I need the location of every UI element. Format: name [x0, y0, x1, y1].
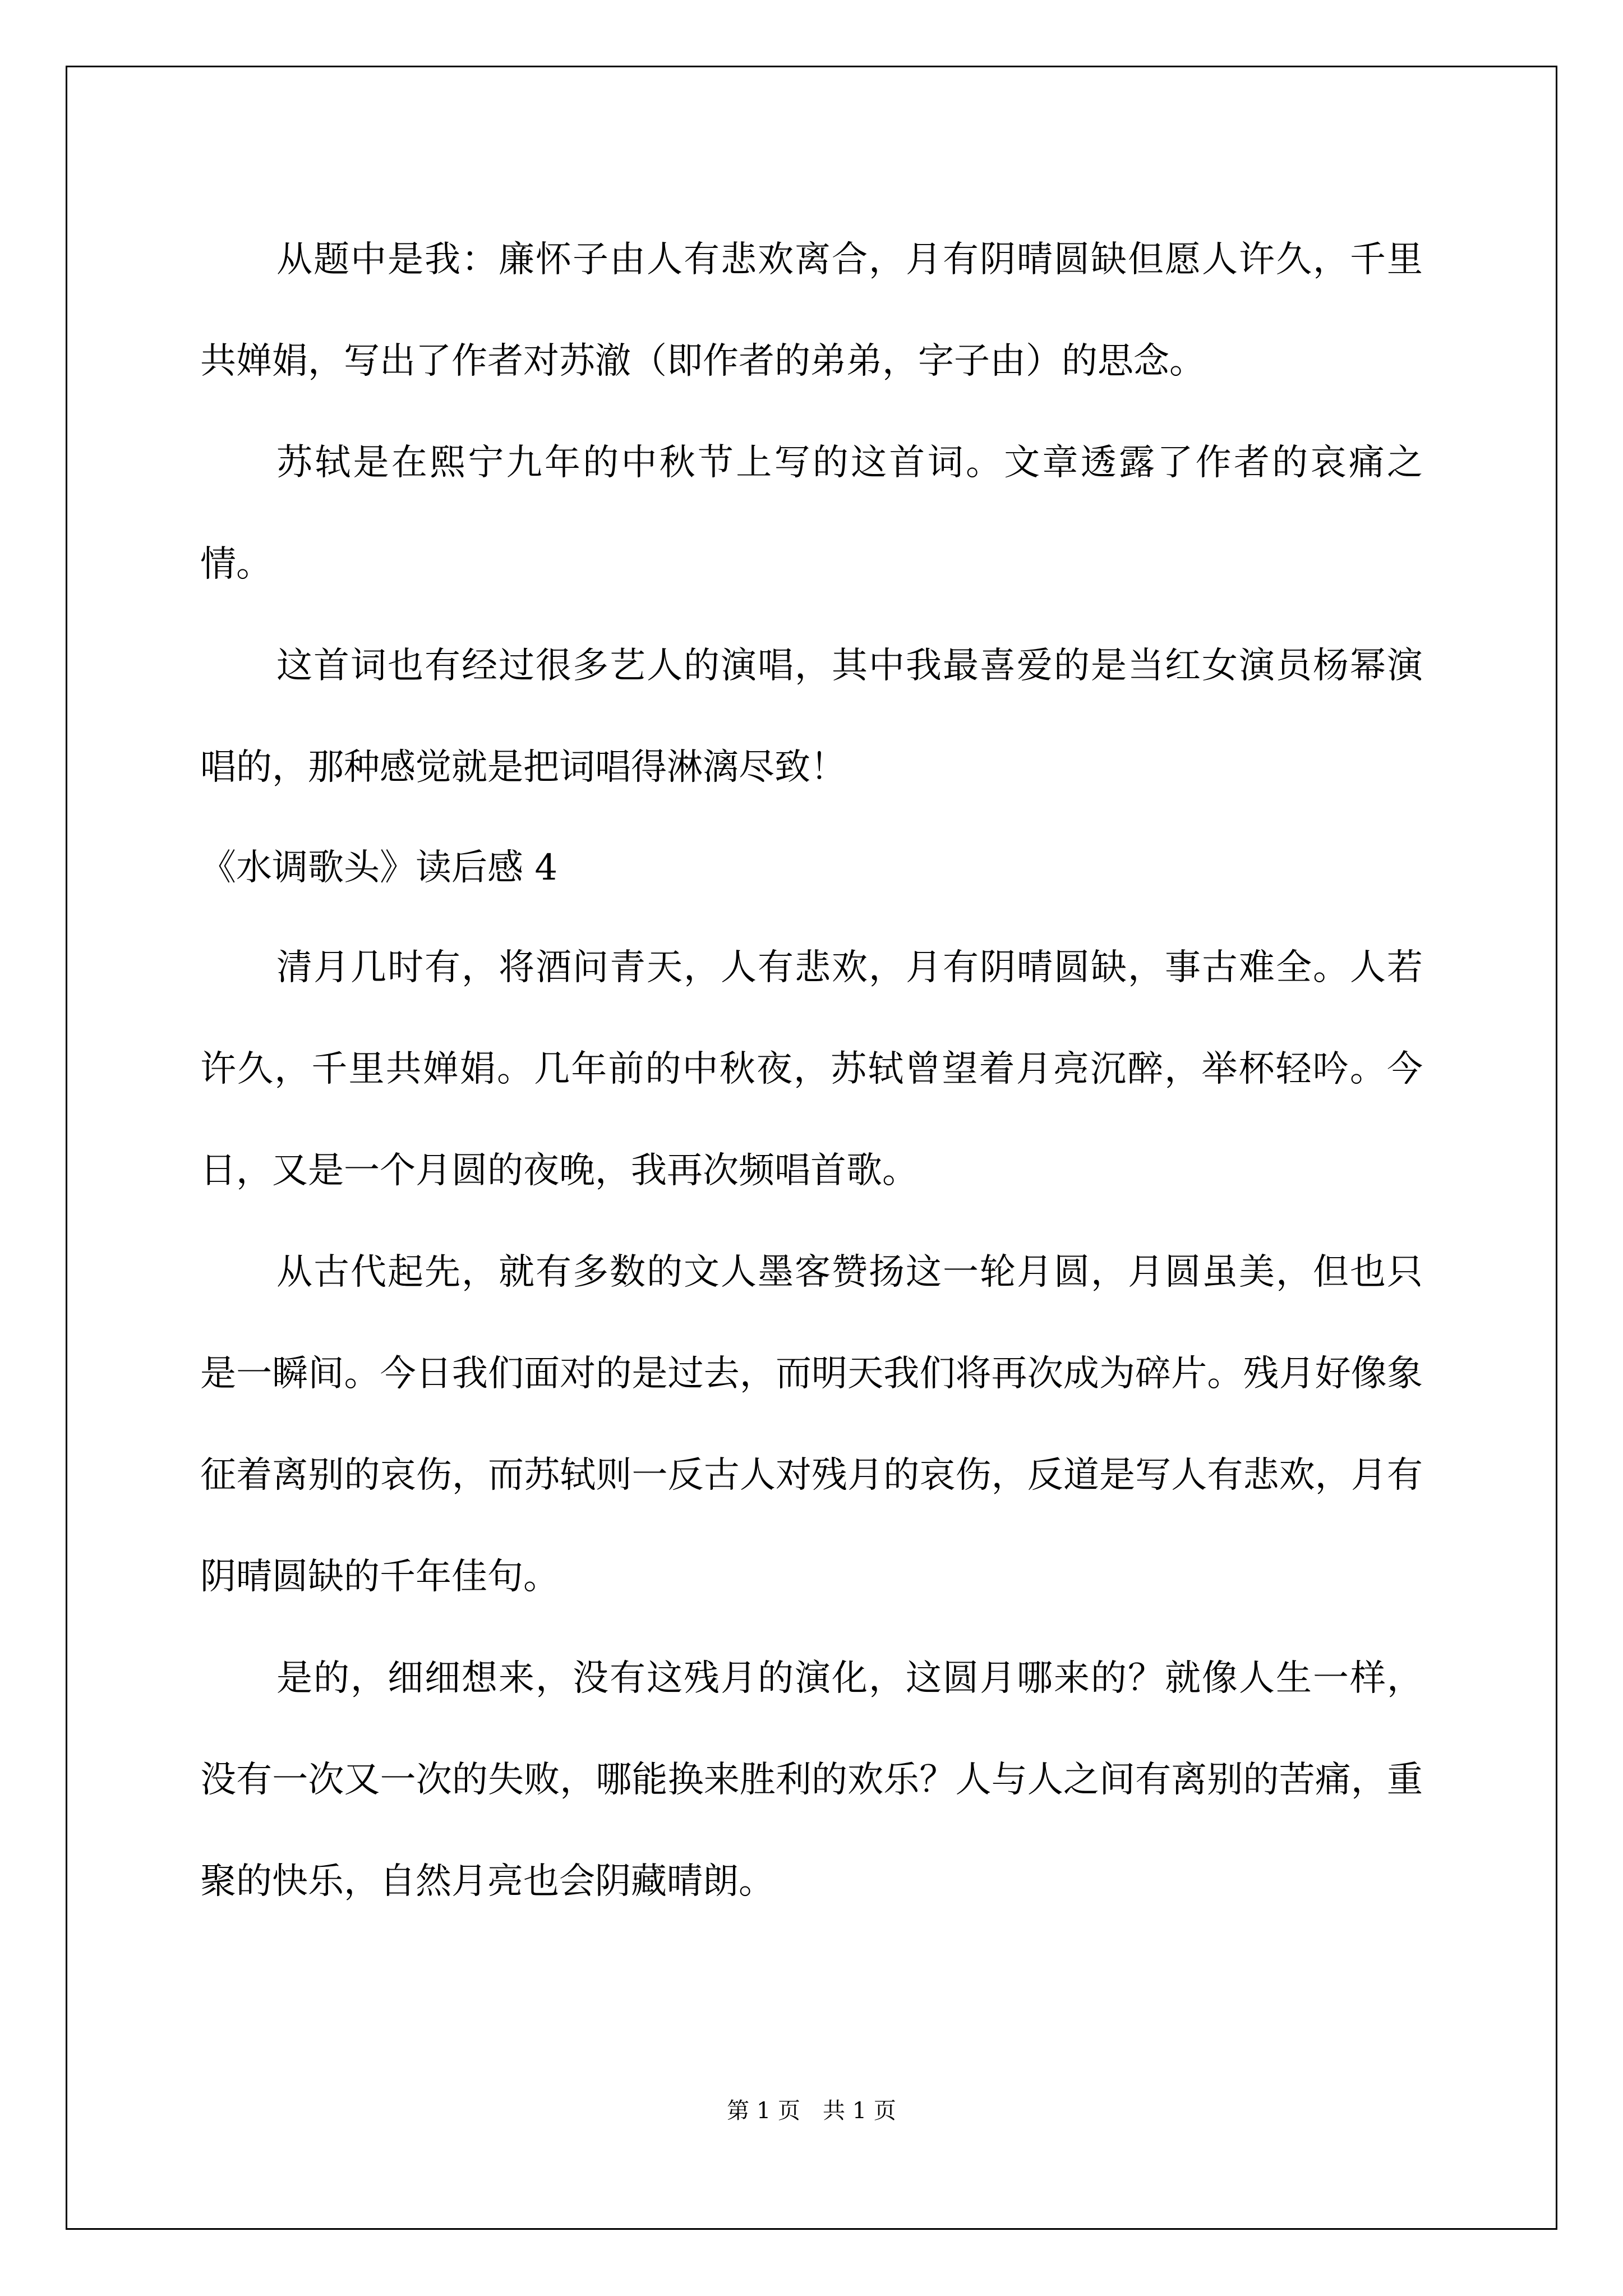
- paragraph: 清月几时有，将酒问青天，人有悲欢，月有阴晴圆缺，事古难全。人若许久，千里共婵娟。几年前的中秋夜，苏轼曾望着月亮沉醉，举杯轻吟。今日，又是一个月圆的夜晚，我再次频唱首歌。: [200, 947, 1423, 1191]
- paragraph: 从古代起先，就有多数的文人墨客赞扬这一轮月圆，月圆虽美，但也只是一瞬间。今日我们面对的是过去，而明天我们将再次成为碎片。残月好像象征着离别的哀伤，而苏轼则一反古人对残月的哀伤，反道是写人有悲欢，月有阴晴圆缺的千年佳句。: [200, 1251, 1423, 1598]
- paragraph: 从题中是我：廉怀子由人有悲欢离合，月有阴晴圆缺但愿人许久，千里共婵娟，写出了作者对苏澈（即作者的弟弟，字子由）的思念。: [200, 239, 1423, 382]
- page-number-footer: 第 1 页 共 1 页: [727, 2098, 896, 2124]
- document-body: [200, 209, 1423, 1932]
- paragraph: 是的，细细想来，没有这残月的演化，这圆月哪来的？就像人生一样，没有一次又一次的失败，哪能换来胜利的欢乐？人与人之间有离别的苦痛，重聚的快乐，自然月亮也会阴藏晴朗。: [200, 1658, 1423, 1902]
- paragraph: 这首词也有经过很多艺人的演唱，其中我最喜爱的是当红女演员杨幂演唱的，那种感觉就是把词唱得淋漓尽致！: [200, 645, 1423, 788]
- paragraph: 苏轼是在熙宁九年的中秋节上写的这首词。文章透露了作者的哀痛之情。: [200, 442, 1423, 585]
- section-heading: 《水调歌头》读后感 4: [200, 847, 558, 889]
